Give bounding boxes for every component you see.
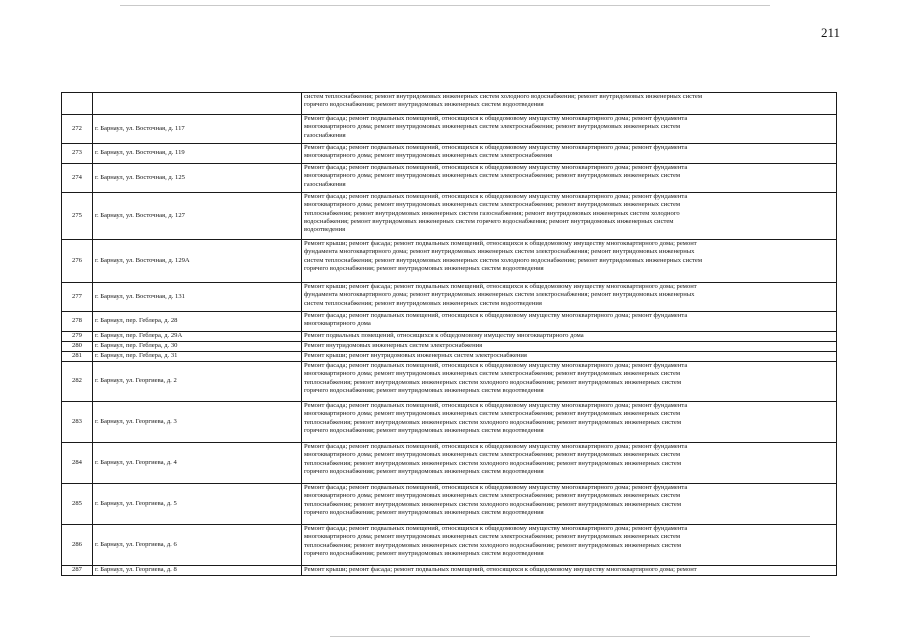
- row-number: 286: [62, 525, 93, 566]
- works-cell: Ремонт внутридомовых инженерных систем электроснабжения: [302, 342, 837, 352]
- address-cell: г. Барнаул, ул. Восточная, д. 119: [93, 144, 302, 164]
- works-cell: Ремонт крыши; ремонт фасада; ремонт подвальных помещений, относящихся к общедомовому имуществу многоквартирного дома; ремонт фундамента многоквартирного дома; ремонт внутридомовых инженерных систем электроснабжения; ремонт внутридомовых инженерных систем теплоснабжения; ремонт внутридомовых инженерных систем водоотведения: [302, 283, 837, 312]
- works-cell: Ремонт крыши; ремонт фасада; ремонт подвальных помещений, относящихся к общедомовому имуществу многоквартирного дома; ремонт: [302, 566, 837, 576]
- address-cell: г. Барнаул, ул. Георгиева, д. 5: [93, 484, 302, 525]
- row-number: 275: [62, 193, 93, 240]
- row-number: 277: [62, 283, 93, 312]
- works-cell: Ремонт крыши; ремонт фасада; ремонт подвальных помещений, относящихся к общедомовому имуществу многоквартирного дома; ремонт фундамента многоквартирного дома; ремонт внутридомовых инженерных систем электроснабжения; ремонт внутридомовых инженерных систем теплоснабжения; ремонт внутридомовых инженерных систем холодного водоснабжения; ремонт внутридомовых инженерных систем горячего водоснабжения; ремонт внутридомовых инженерных систем водоотведения: [302, 240, 837, 283]
- housing-repair-register-table: [61, 92, 837, 576]
- row-number: 276: [62, 240, 93, 283]
- address-cell: г. Барнаул, ул. Георгиева, д. 8: [93, 566, 302, 576]
- address-cell: г. Барнаул, ул. Георгиева, д. 6: [93, 525, 302, 566]
- row-number: 287: [62, 566, 93, 576]
- row-number: 278: [62, 312, 93, 332]
- table-row: [62, 362, 837, 402]
- address-cell: г. Барнаул, ул. Восточная, д. 125: [93, 164, 302, 193]
- address-cell: г. Барнаул, ул. Восточная, д. 127: [93, 193, 302, 240]
- address-cell: г. Барнаул, ул. Георгиева, д. 2: [93, 362, 302, 402]
- row-number: 284: [62, 443, 93, 484]
- page-number: 211: [820, 25, 840, 40]
- address-cell: г. Барнаул, пер. Геблера, д. 29А: [93, 332, 302, 342]
- table-row: [62, 566, 837, 576]
- address-cell: г. Барнаул, пер. Геблера, д. 31: [93, 352, 302, 362]
- table-row: [62, 193, 837, 240]
- works-cell: Ремонт фасада; ремонт подвальных помещений, относящихся к общедомовому имуществу многоквартирного дома; ремонт фундамента многоквартирного дома; ремонт внутридомовых инженерных систем электроснабжения; ремонт внутридомовых инженерных систем теплоснабжения; ремонт внутридомовых инженерных систем холодного водоснабжения; ремонт внутридомовых инженерных систем горячего водоснабжения; ремонт внутридомовых инженерных систем водоотведения: [302, 402, 837, 443]
- register-table-body: [62, 93, 837, 576]
- table-row: [62, 342, 837, 352]
- table-row: [62, 484, 837, 525]
- table-row: [62, 332, 837, 342]
- row-number: 274: [62, 164, 93, 193]
- works-cell: Ремонт подвальных помещений, относящихся к общедомовому имуществу многоквартирного дома: [302, 332, 837, 342]
- table-row: [62, 312, 837, 332]
- address-cell: г. Барнаул, ул. Георгиева, д. 3: [93, 402, 302, 443]
- scan-artifact-bottom: [330, 636, 810, 637]
- works-cell: Ремонт крыши; ремонт внутридомовых инженерных систем электроснабжения: [302, 352, 837, 362]
- row-number: 280: [62, 342, 93, 352]
- works-cell: Ремонт фасада; ремонт подвальных помещений, относящихся к общедомовому имуществу многоквартирного дома; ремонт фундамента многоквартирного дома: [302, 312, 837, 332]
- address-cell: [93, 93, 302, 115]
- address-cell: г. Барнаул, ул. Восточная, д. 129А: [93, 240, 302, 283]
- row-number: 279: [62, 332, 93, 342]
- address-cell: г. Барнаул, ул. Восточная, д. 117: [93, 115, 302, 144]
- scan-artifact-top: [120, 5, 770, 6]
- address-cell: г. Барнаул, ул. Восточная, д. 131: [93, 283, 302, 312]
- table-row: [62, 443, 837, 484]
- row-number: 282: [62, 362, 93, 402]
- row-number: 273: [62, 144, 93, 164]
- table-row: [62, 402, 837, 443]
- row-number: 281: [62, 352, 93, 362]
- works-cell: Ремонт фасада; ремонт подвальных помещений, относящихся к общедомовому имуществу многоквартирного дома; ремонт фундамента многоквартирного дома; ремонт внутридомовых инженерных систем электроснабжения; ремонт внутридомовых инженерных систем теплоснабжения; ремонт внутридомовых инженерных систем газоснабжения; ремонт внутридомовых инженерных систем холодного водоснабжения; ремонт внутридомовых инженерных систем горячего водоснабжения; ремонт внутридомовых инженерных систем водоотведения: [302, 193, 837, 240]
- table-row: [62, 352, 837, 362]
- works-cell: Ремонт фасада; ремонт подвальных помещений, относящихся к общедомовому имуществу многоквартирного дома; ремонт фундамента многоквартирного дома; ремонт внутридомовых инженерных систем электроснабжения: [302, 144, 837, 164]
- table-row: [62, 525, 837, 566]
- table-row: [62, 164, 837, 193]
- row-number: 283: [62, 402, 93, 443]
- table-row: [62, 144, 837, 164]
- row-number: [62, 93, 93, 115]
- table-row: [62, 283, 837, 312]
- works-cell: Ремонт фасада; ремонт подвальных помещений, относящихся к общедомовому имуществу многоквартирного дома; ремонт фундамента многоквартирного дома; ремонт внутридомовых инженерных систем электроснабжения; ремонт внутридомовых инженерных систем теплоснабжения; ремонт внутридомовых инженерных систем холодного водоснабжения; ремонт внутридомовых инженерных систем горячего водоснабжения; ремонт внутридомовых инженерных систем водоотведения: [302, 484, 837, 525]
- address-cell: г. Барнаул, пер. Геблера, д. 30: [93, 342, 302, 352]
- address-cell: г. Барнаул, пер. Геблера, д. 28: [93, 312, 302, 332]
- works-cell: Ремонт фасада; ремонт подвальных помещений, относящихся к общедомовому имуществу многоквартирного дома; ремонт фундамента многоквартирного дома; ремонт внутридомовых инженерных систем электроснабжения; ремонт внутридомовых инженерных систем газоснабжения: [302, 115, 837, 144]
- works-cell: систем теплоснабжения; ремонт внутридомовых инженерных систем холодного водоснабжения; ремонт внутридомовых инженерных систем горячего водоснабжения; ремонт внутридомовых инженерных систем водоотведения: [302, 93, 837, 115]
- row-number: 285: [62, 484, 93, 525]
- table-row: [62, 93, 837, 115]
- row-number: 272: [62, 115, 93, 144]
- table-row: [62, 115, 837, 144]
- address-cell: г. Барнаул, ул. Георгиева, д. 4: [93, 443, 302, 484]
- works-cell: Ремонт фасада; ремонт подвальных помещений, относящихся к общедомовому имуществу многоквартирного дома; ремонт фундамента многоквартирного дома; ремонт внутридомовых инженерных систем электроснабжения; ремонт внутридомовых инженерных систем теплоснабжения; ремонт внутридомовых инженерных систем холодного водоснабжения; ремонт внутридомовых инженерных систем горячего водоснабжения; ремонт внутридомовых инженерных систем водоотведения: [302, 525, 837, 566]
- works-cell: Ремонт фасада; ремонт подвальных помещений, относящихся к общедомовому имуществу многоквартирного дома; ремонт фундамента многоквартирного дома; ремонт внутридомовых инженерных систем электроснабжения; ремонт внутридомовых инженерных систем теплоснабжения; ремонт внутридомовых инженерных систем холодного водоснабжения; ремонт внутридомовых инженерных систем горячего водоснабжения; ремонт внутридомовых инженерных систем водоотведения: [302, 362, 837, 402]
- works-cell: Ремонт фасада; ремонт подвальных помещений, относящихся к общедомовому имуществу многоквартирного дома; ремонт фундамента многоквартирного дома; ремонт внутридомовых инженерных систем электроснабжения; ремонт внутридомовых инженерных систем газоснабжения: [302, 164, 837, 193]
- works-cell: Ремонт фасада; ремонт подвальных помещений, относящихся к общедомовому имуществу многоквартирного дома; ремонт фундамента многоквартирного дома; ремонт внутридомовых инженерных систем электроснабжения; ремонт внутридомовых инженерных систем теплоснабжения; ремонт внутридомовых инженерных систем холодного водоснабжения; ремонт внутридомовых инженерных систем горячего водоснабжения; ремонт внутридомовых инженерных систем водоотведения: [302, 443, 837, 484]
- table-row: [62, 240, 837, 283]
